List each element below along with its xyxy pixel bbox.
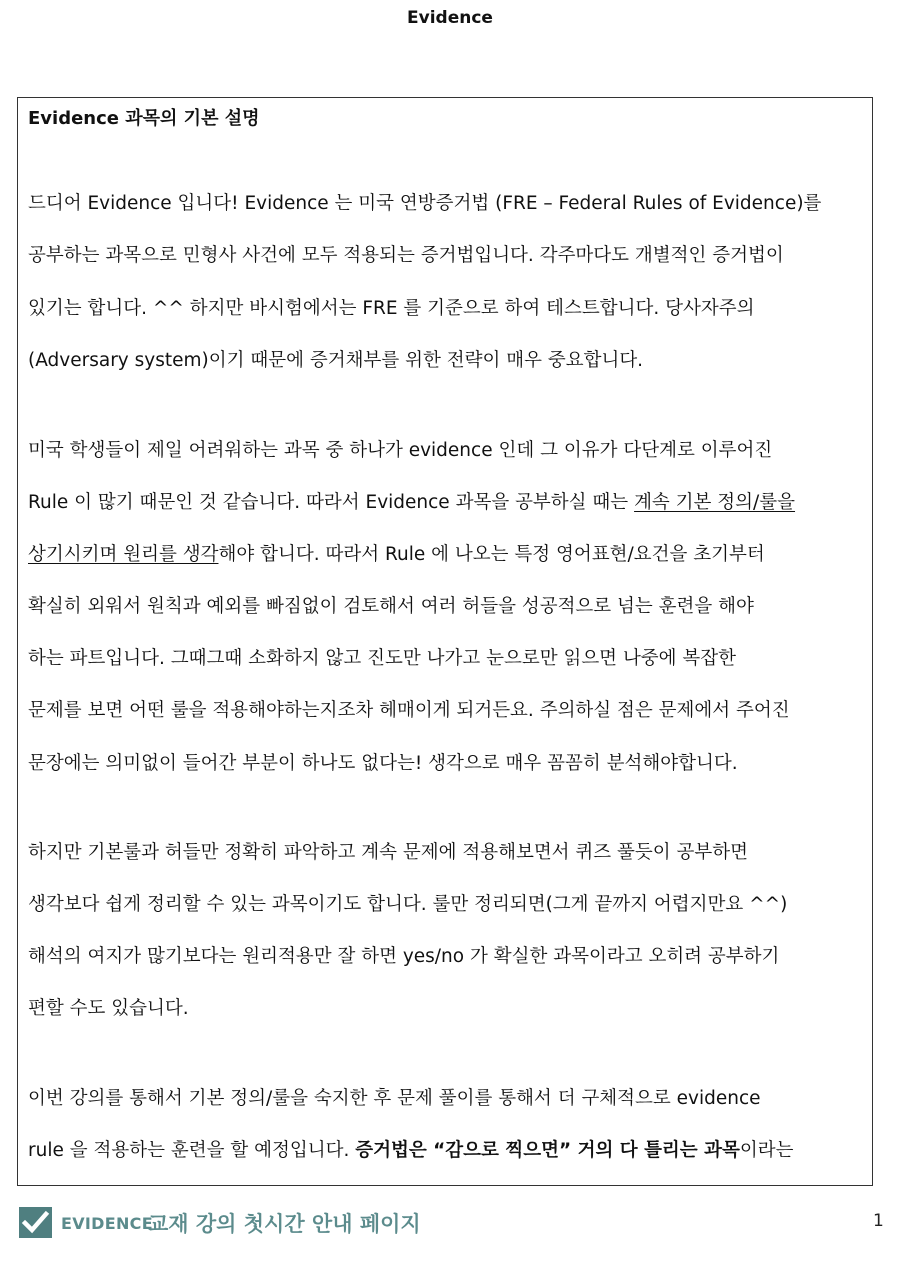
page-number: 1 (873, 1211, 884, 1231)
paragraph-line: 드디어 Evidence 입니다! Evidence 는 미국 연방증거법 (FRE – Federal Rules of Evidence)를 (28, 193, 822, 214)
footer-title: 교재 강의 첫시간 안내 페이지 (148, 1212, 421, 1236)
paragraph-line: 미국 학생들이 제일 어려워하는 과목 중 하나가 evidence 인데 그 이유가 다단계로 이루어진 (28, 440, 773, 461)
paragraph-line: 생각보다 쉽게 정리할 수 있는 과목이기도 합니다. 룰만 정리되면(그게 끝까지 어렵지만요 ^^) (28, 894, 788, 915)
paragraph-line: 해석의 여지가 많기보다는 원리적용만 잘 하면 yes/no 가 확실한 과목이라고 오히려 공부하기 (28, 946, 780, 967)
underlined-text: 계속 기본 정의/룰을 (634, 492, 796, 513)
paragraph-line: 하지만 기본룰과 허들만 정확히 파악하고 계속 문제에 적용해보면서 퀴즈 풀듯이 공부하면 (28, 842, 749, 863)
paragraph-line: 하는 파트입니다. 그때그때 소화하지 않고 진도만 나가고 눈으로만 읽으면 나중에 복잡한 (28, 648, 737, 669)
paragraph-line: 문장에는 의미없이 들어간 부분이 하나도 없다는! 생각으로 매우 꼼꼼히 분석해야합니다. (28, 753, 738, 774)
footer-prefix: EVIDENCE (61, 1214, 153, 1233)
paragraph-line (28, 490, 795, 516)
footer (19, 1207, 884, 1239)
line-text: rule 을 적용하는 훈련을 할 예정입니다. (28, 1140, 356, 1161)
paragraph-line: (Adversary system)이기 때문에 증거채부를 위한 전략이 매우 중요합니다. (28, 350, 644, 371)
line-text: 이라는 (739, 1140, 794, 1161)
line-text: Rule 이 많기 때문인 것 같습니다. 따라서 Evidence 과목을 공부하실 때는 (28, 492, 635, 513)
paragraph-line: 공부하는 과목으로 민형사 사건에 모두 적용되는 증거법입니다. 각주마다도 개별적인 증거법이 (28, 245, 784, 266)
paragraph-line: 문제를 보면 어떤 룰을 적용해야하는지조차 헤매이게 되거든요. 주의하실 점은 문제에서 주어진 (28, 700, 790, 721)
paragraph-line: 이번 강의를 통해서 기본 정의/룰을 숙지한 후 문제 풀이를 통해서 더 구체적으로 evidence (28, 1088, 761, 1109)
bold-text: 증거법은 “감으로 찍으면” 거의 다 틀리는 과목 (355, 1140, 740, 1161)
content-box (17, 97, 873, 1186)
paragraph-line (28, 542, 765, 568)
underlined-text: 상기시키며 원리를 생각 (28, 544, 219, 565)
line-text: 해야 합니다. 따라서 Rule 에 나오는 특정 영어표현/요건을 초기부터 (218, 544, 765, 565)
section-title: Evidence 과목의 기본 설명 (28, 108, 260, 129)
paragraph-line: 있기는 합니다. ^^ 하지만 바시험에서는 FRE 를 기준으로 하여 테스트합니다. 당사자주의 (28, 298, 755, 319)
paragraph-line (28, 1138, 794, 1164)
paragraph-line: 확실히 외워서 원칙과 예외를 빠짐없이 검토해서 여러 허들을 성공적으로 넘는 훈련을 해야 (28, 596, 754, 617)
page-title: Evidence (407, 8, 493, 28)
paragraph-line: 편할 수도 있습니다. (28, 998, 189, 1019)
checkbox-checked-icon (19, 1207, 52, 1238)
